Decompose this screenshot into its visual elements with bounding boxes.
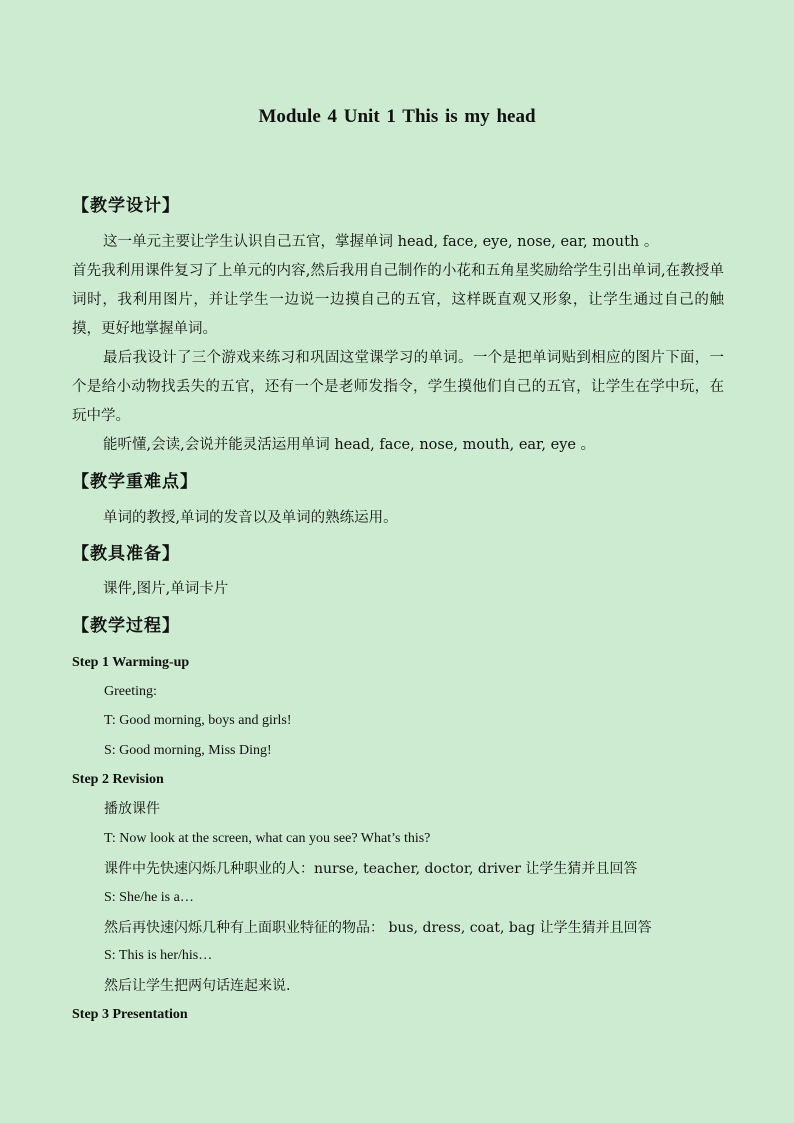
step-2-line: 然后再快速闪烁几种有上面职业特征的物品： bus, dress, coat, bag 让学生猜并且回答 — [104, 920, 652, 936]
step-1-line: S: Good morning, Miss Ding! — [104, 743, 272, 758]
design-paragraph-2: 首先我利用课件复习了上单元的内容,然后我用自己制作的小花和五角星奖励给学生引出单词,在教授单词时，我利用图片，并让学生一边说一边摸自己的五官，这样既直观又形象，让学生通过自己的触摸，更好地掌握单词。 — [72, 263, 724, 337]
step-2-line: 课件中先快速闪烁几种职业的人：nurse, teacher, doctor, driver 让学生猜并且回答 — [104, 861, 638, 877]
section-heading-key-points: 【教学重难点】 — [72, 472, 198, 492]
section-heading-materials: 【教具准备】 — [72, 544, 180, 564]
step-2-line: S: She/he is a… — [104, 890, 194, 905]
step-3-title: Step 3 Presentation — [72, 1007, 188, 1022]
step-2-line: 然后让学生把两句话连起来说. — [104, 978, 291, 994]
step-2-line: T: Now look at the screen, what can you see? What’s this? — [104, 831, 431, 846]
design-paragraph-3: 最后我设计了三个游戏来练习和巩固这堂课学习的单词。一个是把单词贴到相应的图片下面，一个是给小动物找丢失的五官，还有一个是老师发指令，学生摸他们自己的五官，让学生在学中玩，在玩中学。 — [72, 350, 724, 424]
step-1-line: Greeting: — [104, 684, 157, 699]
design-paragraph-1: 这一单元主要让学生认识自己五官，掌握单词 head, face, eye, nose, ear, mouth 。 — [103, 234, 659, 250]
step-2-line: S: This is her/his… — [104, 948, 213, 963]
key-points-text: 单词的教授,单词的发音以及单词的熟练运用。 — [103, 510, 398, 526]
section-heading-process: 【教学过程】 — [72, 616, 180, 636]
materials-text: 课件,图片,单词卡片 — [103, 581, 229, 597]
document-title: Module 4 Unit 1 This is my head — [258, 106, 536, 127]
step-1-line: T: Good morning, boys and girls! — [104, 713, 292, 728]
step-2-line: 播放课件 — [104, 801, 160, 817]
section-heading-design: 【教学设计】 — [72, 196, 180, 216]
step-2-title: Step 2 Revision — [72, 772, 164, 787]
design-paragraph-4: 能听懂,会读,会说并能灵活运用单词 head, face, nose, mouth, ear, eye 。 — [103, 437, 596, 453]
step-1-title: Step 1 Warming-up — [72, 655, 190, 670]
